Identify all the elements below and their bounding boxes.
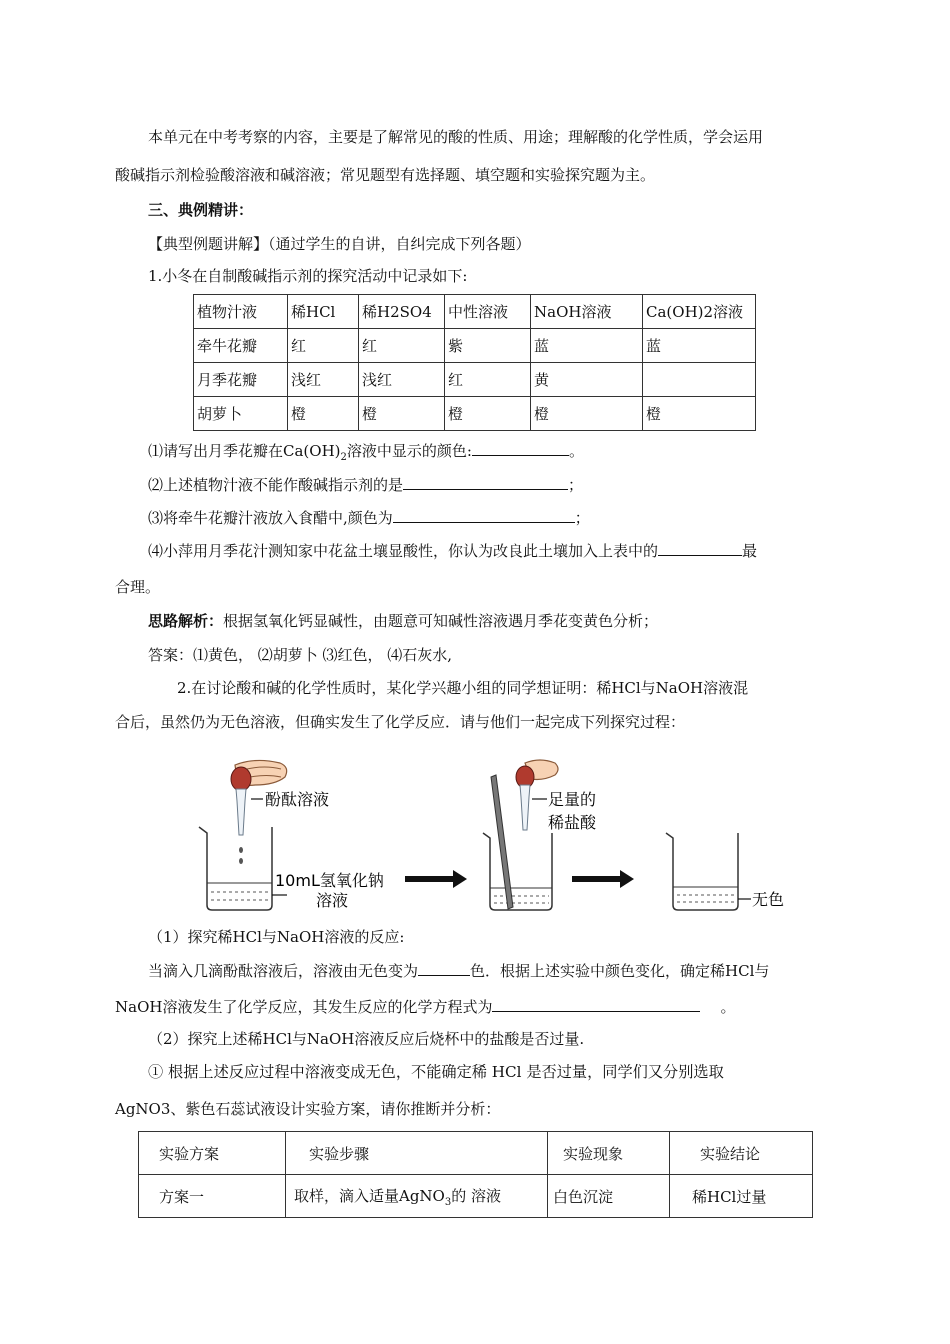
question-2-part-1-title: （1）探究稀HCl与NaOH溶液的反应: — [148, 928, 405, 946]
table-cell: 稀HCl — [288, 295, 359, 329]
table-cell: 紫 — [445, 329, 531, 363]
question-2-part-1-line-1: 当滴入几滴酚酞溶液后，溶液由无色变为 色．根据上述实验中颜色变化，确定稀HCl与 — [148, 962, 770, 980]
drop-icon — [239, 847, 243, 853]
table-cell: 橙 — [359, 397, 445, 431]
beaker-icon — [483, 833, 552, 910]
table-cell: 方案一 — [139, 1175, 286, 1218]
dropper-icon — [520, 785, 530, 830]
stirring-rod-icon — [491, 775, 513, 909]
question-2-part-2-line-2: AgNO3、紫色石蕊试液设计实验方案，请你推断并分析： — [115, 1100, 501, 1118]
section-title: 三、典例精讲： — [148, 201, 254, 219]
table-cell: 红 — [359, 329, 445, 363]
question-1-stem: 1.小冬在自制酸碱指示剂的探究活动中记录如下: — [148, 267, 468, 285]
table-cell: 橙 — [531, 397, 643, 431]
question-1-sub-3: ⑶将牵牛花瓣汁液放入食醋中,颜色为 ； — [148, 509, 590, 527]
question-1-sub-2: ⑵上述植物汁液不能作酸碱指示剂的是 ； — [148, 476, 584, 494]
table-cell: Ca(OH)2溶液 — [643, 295, 756, 329]
table-cell: 黄 — [531, 363, 643, 397]
table-cell: 橙 — [643, 397, 756, 431]
arrow-right-icon — [405, 870, 467, 888]
table-header-cell: 实验现象 — [548, 1132, 670, 1175]
example-heading: 【典型例题讲解】（通过学生的自讲，自纠完成下列各题） — [148, 235, 531, 253]
table-cell: 橙 — [288, 397, 359, 431]
table-row — [194, 329, 756, 363]
table-row — [194, 397, 756, 431]
table-cell: 蓝 — [643, 329, 756, 363]
label-naoh-line2: 溶液 — [316, 891, 349, 910]
analysis-line: 思路解析：根据氢氧化钙显碱性，由题意可知碱性溶液遇月季花变黄色分析； — [148, 612, 659, 630]
table-cell: 橙 — [445, 397, 531, 431]
label-phenolphthalein: 酚酞溶液 — [265, 790, 330, 809]
question-2-stem-1: 2.在讨论酸和碱的化学性质时，某化学兴趣小组的同学想证明：稀HCl与NaOH溶液混 — [177, 679, 749, 697]
table-cell: 白色沉淀 — [548, 1175, 670, 1218]
question-2-part-1-line-2: NaOH溶液发生了化学反应，其发生反应的化学方程式为 。 — [115, 998, 736, 1016]
dropper-bulb-icon — [231, 767, 251, 791]
drop-icon — [239, 858, 243, 864]
question-1-sub-4: ⑷小萍用月季花汁测知家中花盆土壤显酸性，你认为改良此土壤加入上表中的 最 — [148, 542, 758, 560]
answer-blank[interactable] — [658, 540, 742, 556]
experiment-table — [138, 1131, 813, 1218]
answer-blank[interactable] — [418, 960, 470, 976]
question-1-sub-4-cont: 合理。 — [115, 578, 161, 596]
label-colorless: 无色 — [752, 890, 785, 909]
table-row — [139, 1175, 813, 1218]
table-header-cell: 实验步骤 — [286, 1132, 548, 1175]
table-cell: 稀H2SO4 — [359, 295, 445, 329]
indicator-table — [193, 294, 756, 431]
table-cell: 牵牛花瓣 — [194, 329, 288, 363]
table-header-cell: 实验结论 — [670, 1132, 813, 1175]
question-2-stem-2: 合后，虽然仍为无色溶液，但确实发生了化学反应．请与他们一起完成下列探究过程： — [115, 713, 686, 731]
experiment-figure — [195, 755, 805, 920]
table-header-cell: 实验方案 — [139, 1132, 286, 1175]
intro-line-1: 本单元在中考考察的内容，主要是了解常见的酸的性质、用途；理解酸的化学性质，学会运用 — [148, 128, 764, 146]
label-naoh-line1: 10mL氢氧化钠 — [275, 871, 384, 890]
dropper-icon — [236, 789, 246, 835]
table-cell: 蓝 — [531, 329, 643, 363]
table-cell: 植物汁液 — [194, 295, 288, 329]
table-cell: 中性溶液 — [445, 295, 531, 329]
table-row — [194, 363, 756, 397]
table-cell: 浅红 — [288, 363, 359, 397]
question-2-part-2-line-1: ① 根据上述反应过程中溶液变成无色，不能确定稀 HCl 是否过量，同学们又分别选取 — [148, 1063, 724, 1081]
table-cell: 浅红 — [359, 363, 445, 397]
table-cell: 取样，滴入适量AgNO$_3$的 溶液 — [286, 1175, 548, 1218]
answer-blank[interactable] — [492, 996, 700, 1012]
answer-blank[interactable] — [393, 507, 575, 523]
answer-blank[interactable] — [403, 474, 568, 490]
answer-blank[interactable] — [472, 440, 569, 456]
intro-line-2: 酸碱指示剂检验酸溶液和碱溶液；常见题型有选择题、填空题和实验探究题为主。 — [115, 166, 656, 184]
table-cell: NaOH溶液 — [531, 295, 643, 329]
table-cell: 胡萝卜 — [194, 397, 288, 431]
beaker-icon — [199, 827, 272, 910]
label-acid-line1: 足量的 — [548, 790, 597, 809]
table-cell — [643, 363, 756, 397]
table-cell: 稀HCl过量 — [670, 1175, 813, 1218]
table-row — [194, 295, 756, 329]
table-cell: 月季花瓣 — [194, 363, 288, 397]
question-2-part-2-title: （2）探究上述稀HCl与NaOH溶液反应后烧杯中的盐酸是否过量. — [148, 1030, 585, 1048]
table-cell: 红 — [445, 363, 531, 397]
question-1-sub-1: ⑴请写出月季花瓣在$Ca(OH)_2$溶液中显示的颜色: 。 — [148, 442, 584, 463]
beaker-icon — [666, 833, 738, 910]
table-cell: 红 — [288, 329, 359, 363]
table-row — [139, 1132, 813, 1175]
arrow-right-icon — [572, 870, 634, 888]
answer-line: 答案：⑴黄色， ⑵胡萝卜 ⑶红色， ⑷石灰水, — [148, 646, 453, 664]
label-acid-line2: 稀盐酸 — [548, 813, 597, 832]
